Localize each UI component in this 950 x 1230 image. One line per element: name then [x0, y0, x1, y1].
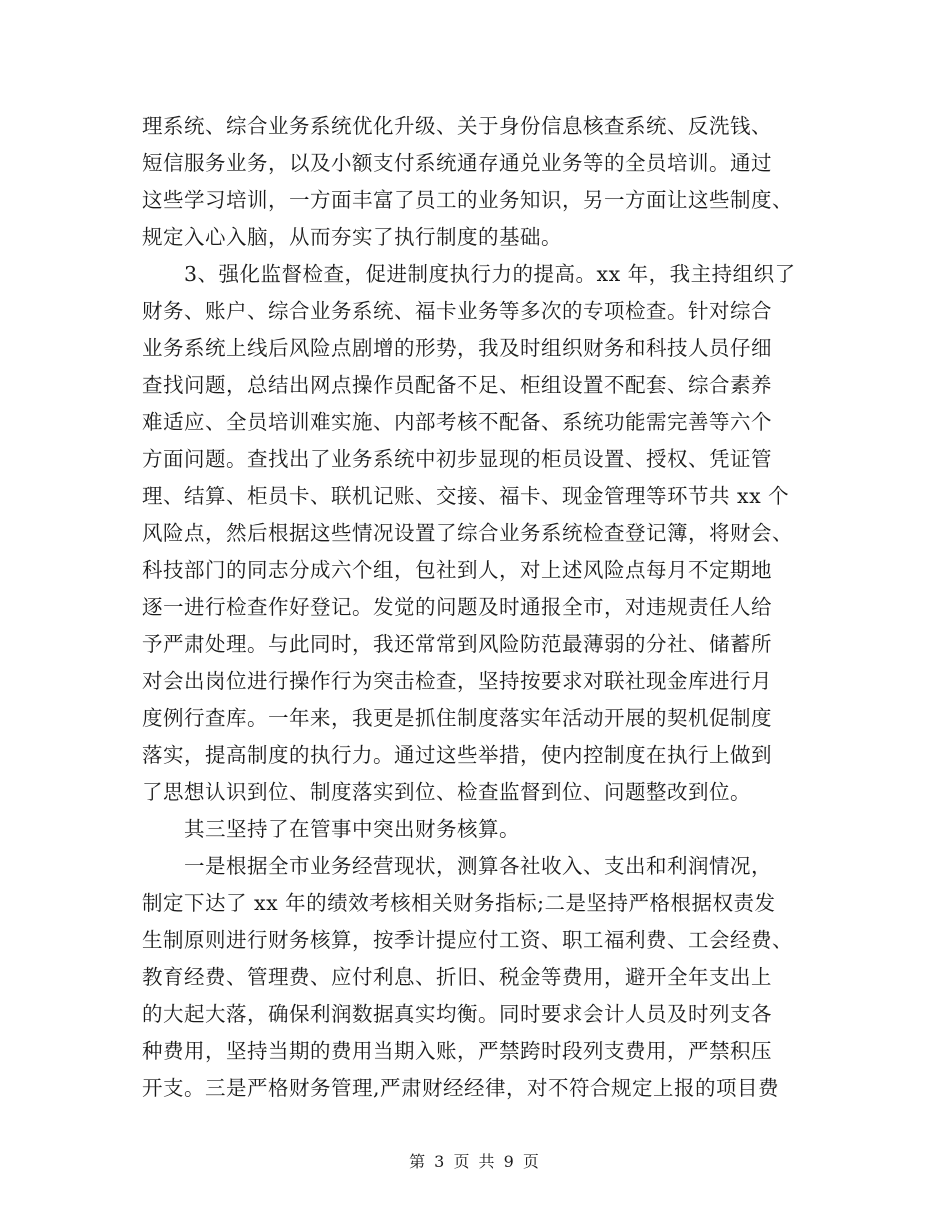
text-line: 了思想认识到位、制度落实到位、检查监督到位、问题整改到位。: [142, 780, 751, 804]
text-line: 教育经费、管理费、应付利息、折旧、税金等费用，避开全年支出上: [142, 965, 772, 989]
text-line: 一是根据全市业务经营现状，测算各社收入、支出和利润情况，: [184, 854, 772, 878]
text-line: 方面问题。查找出了业务系统中初步显现的柜员设置、授权、凭证管: [142, 447, 772, 471]
text-line: 规定入心入脑，从而夯实了执行制度的基础。: [142, 225, 562, 249]
page-number-footer: 第 3 页 共 9 页: [409, 1152, 541, 1171]
paragraph: [142, 108, 822, 256]
text-line: 理、结算、柜员卡、联机记账、交接、福卡、现金管理等环节共 xx 个: [142, 484, 790, 508]
text-line: 对会出岗位进行操作行为突击检查，坚持按要求对联社现金库进行月: [142, 669, 772, 693]
paragraph: [142, 848, 822, 1107]
text-line: 生制原则进行财务核算，按季计提应付工资、职工福利费、工会经费、: [142, 928, 793, 952]
text-line: 风险点，然后根据这些情况设置了综合业务系统检查登记簿，将财会、: [142, 521, 793, 545]
text-line: 财务、账户、综合业务系统、福卡业务等多次的专项检查。针对综合: [142, 299, 772, 323]
text-line: 的大起大落，确保利润数据真实均衡。同时要求会计人员及时列支各: [142, 1002, 772, 1026]
text-line: 3、强化监督检查，促进制度执行力的提高。xx 年，我主持组织了: [184, 262, 796, 286]
text-line: 予严肃处理。与此同时，我还常常到风险防范最薄弱的分社、储蓄所: [142, 632, 772, 656]
text-line: 其三坚持了在管事中突出财务核算。: [184, 817, 520, 841]
text-line: 种费用，坚持当期的费用当期入账，严禁跨时段列支费用，严禁积压: [142, 1039, 772, 1063]
text-line: 制定下达了 xx 年的绩效考核相关财务指标;二是坚持严格根据权责发: [142, 891, 776, 915]
text-line: 短信服务业务，以及小额支付系统通存通兑业务等的全员培训。通过: [142, 151, 772, 175]
paragraph: [142, 811, 822, 848]
text-line: 业务系统上线后风险点剧增的形势，我及时组织财务和科技人员仔细: [142, 336, 772, 360]
text-line: 查找问题，总结出网点操作员配备不足、柜组设置不配套、综合素养: [142, 373, 772, 397]
text-line: 度例行查库。一年来，我更是抓住制度落实年活动开展的契机促制度: [142, 706, 772, 730]
document-body: [142, 108, 822, 1107]
text-line: 科技部门的同志分成六个组，包社到人，对上述风险点每月不定期地: [142, 558, 772, 582]
paragraph: [142, 256, 822, 811]
text-line: 逐一进行检查作好登记。发觉的问题及时通报全市，对违规责任人给: [142, 595, 772, 619]
text-line: 落实，提高制度的执行力。通过这些举措，使内控制度在执行上做到: [142, 743, 772, 767]
text-line: 理系统、综合业务系统优化升级、关于身份信息核查系统、反洗钱、: [142, 114, 772, 138]
text-line: 这些学习培训，一方面丰富了员工的业务知识，另一方面让这些制度、: [142, 188, 793, 212]
text-line: 开支。三是严格财务管理,严肃财经经律，对不符合规定上报的项目费: [142, 1076, 780, 1100]
text-line: 难适应、全员培训难实施、内部考核不配备、系统功能需完善等六个: [142, 410, 772, 434]
